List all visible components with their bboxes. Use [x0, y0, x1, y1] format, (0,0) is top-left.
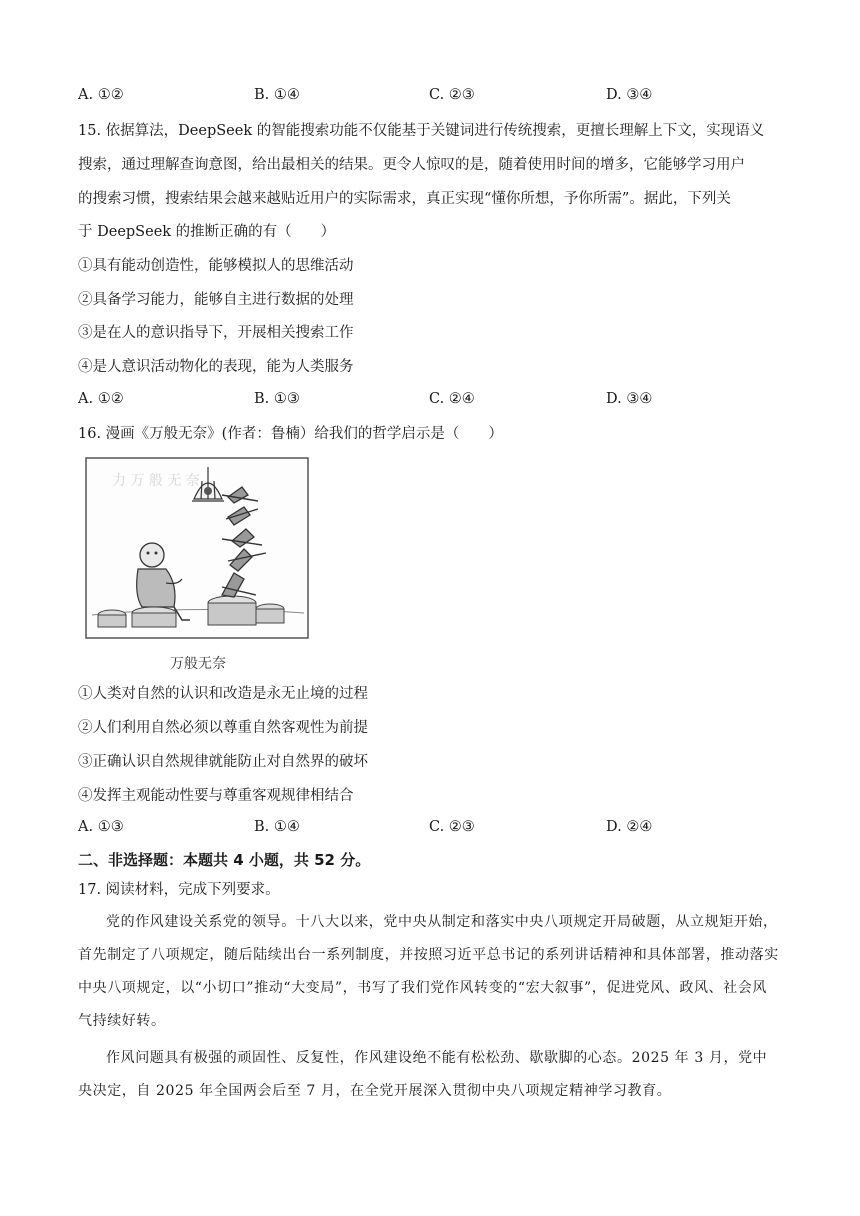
q15-option-c[interactable]: C. ②④ [429, 391, 475, 407]
q16-option-b[interactable]: B. ①④ [254, 819, 300, 835]
q16-option-a[interactable]: A. ①③ [78, 819, 124, 835]
q15-statement-1: ①具有能动创造性，能够模拟人的思维活动 [78, 258, 354, 274]
cartoon-figure [82, 455, 314, 681]
q16-statement-2: ②人们利用自然必须以尊重自然客观性为前提 [78, 720, 368, 736]
q14-option-c[interactable]: C. ②③ [429, 87, 475, 103]
q15-stem-line-2: 搜索，通过理解查询意图，给出最相关的结果。更令人惊叹的是，随着使用时间的增多，它能够学习用户 [78, 157, 745, 173]
q14-option-b[interactable]: B. ①④ [254, 87, 300, 103]
q15-stem-line-3: 的搜索习惯，搜索结果会越来越贴近用户的实际需求，真正实现“懂你所想，予你所需”。据此，下列关 [78, 191, 731, 207]
q16-statement-1: ①人类对自然的认识和改造是永无止境的过程 [78, 686, 368, 702]
q16-option-c[interactable]: C. ②③ [429, 819, 475, 835]
q16-statement-3: ③正确认识自然规律就能防止对自然界的破坏 [78, 754, 368, 770]
q15-statement-3: ③是在人的意识指导下，开展相关搜索工作 [78, 325, 354, 341]
q14-options [78, 87, 778, 107]
q16-option-d[interactable]: D. ②④ [606, 819, 653, 835]
q17-stem: 17. 阅读材料，完成下列要求。 [78, 882, 280, 898]
q17-material-paragraph-1: 党的作风建设关系党的领导。十八大以来，党中央从制定和落实中央八项规定开局破题，从立规矩开始，首先制定了八项规定，随后陆续出台一系列制度，并按照习近平总书记的系列讲话精神和具体部署，推动落实中央八项规定，以“小切口”推动“大变局”，书写了我们党作风转变的“宏大叙事”，促进党风、政风、社会风气持续好转。 [78, 914, 779, 1029]
cartoon-drawing [82, 455, 314, 645]
cartoon-caption: 万般无奈 [170, 656, 226, 672]
q15-options [78, 391, 778, 411]
q15-option-a[interactable]: A. ①② [78, 391, 124, 407]
q14-option-d[interactable]: D. ③④ [606, 87, 653, 103]
q14-option-a[interactable]: A. ①② [78, 87, 124, 103]
q15-statement-4: ④是人意识活动物化的表现，能为人类服务 [78, 359, 354, 375]
q17-material-paragraph-2: 作风问题具有极强的顽固性、反复性，作风建设绝不能有松松劲、歇歇脚的心态。2025 年 3 月，党中央决定，自 2025 年全国两会后至 7 月，在全党开展深入贯彻中央八项规定精神学习教育。 [78, 1050, 768, 1099]
q16-stem: 16. 漫画《万般无奈》(作者：鲁楠）给我们的哲学启示是（ ） [78, 426, 503, 442]
q15-statement-2: ②具备学习能力，能够自主进行数据的处理 [78, 292, 354, 308]
q16-statement-4: ④发挥主观能动性要与尊重客观规律相结合 [78, 788, 354, 804]
q16-options [78, 819, 778, 839]
q15-option-b[interactable]: B. ①③ [254, 391, 300, 407]
section-heading: 二、非选择题：本题共 4 小题，共 52 分。 [78, 851, 371, 869]
svg-text:力 万 般 无 奈: 力 万 般 无 奈 [112, 473, 200, 489]
q15-option-d[interactable]: D. ③④ [606, 391, 653, 407]
q15-stem-line-1: 15. 依据算法，DeepSeek 的智能搜索功能不仅能基于关键词进行传统搜索，更擅长理解上下文，实现语义 [78, 123, 765, 139]
q15-stem-line-4: 于 DeepSeek 的推断正确的有（ ） [78, 224, 336, 240]
